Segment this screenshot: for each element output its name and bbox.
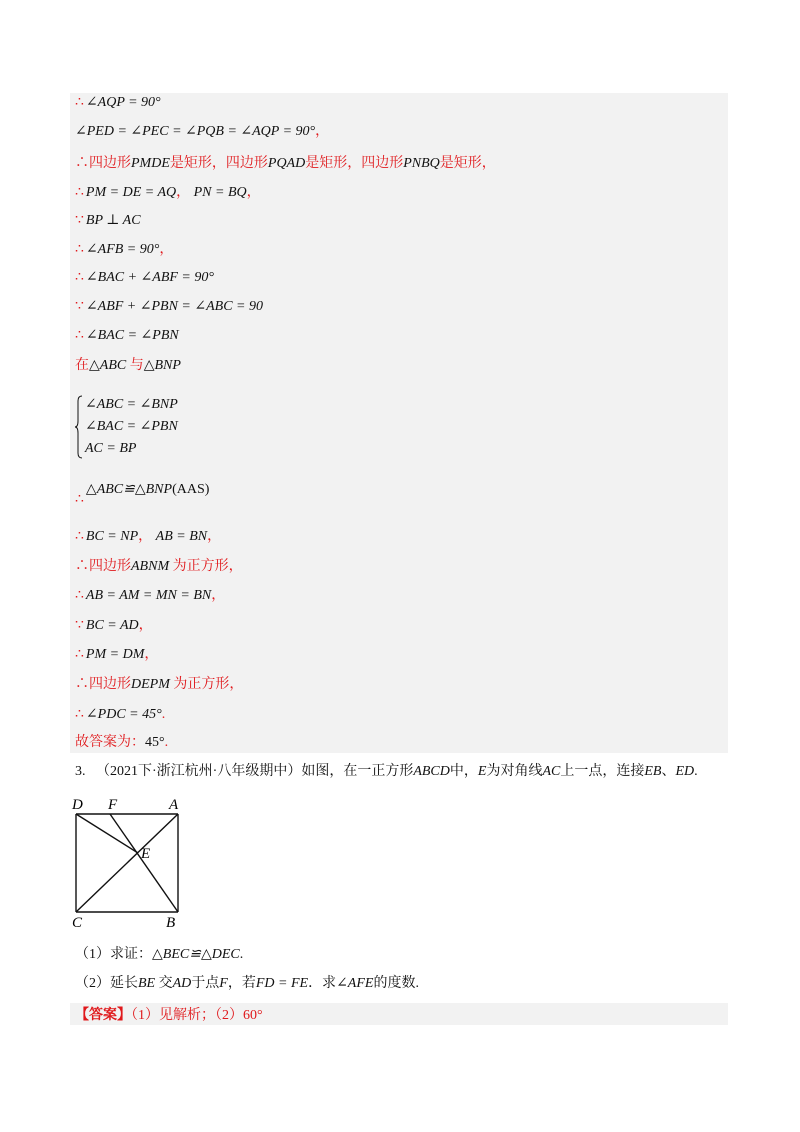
- label-b: B: [166, 915, 176, 931]
- solution-line-1: ∴ ∠AQP = 90°: [75, 95, 161, 110]
- diagonal-ac: [76, 814, 178, 912]
- solution-line-6: ∴ ∠AFB = 90°，: [75, 242, 174, 257]
- condition-3: AC = BP: [85, 441, 137, 456]
- label-c: C: [72, 915, 83, 931]
- solution-line-15: ∵ BC = AD，: [75, 618, 153, 633]
- segment-de: [76, 814, 138, 853]
- question-part-2: （2）延长BE 交AD于点F，若FD = FE．求∠AFE的度数.: [75, 976, 419, 991]
- brace-icon: [75, 395, 83, 459]
- answer-label: 【答案】: [75, 1008, 131, 1023]
- solution-line-13: ∴四边形ABNM 为正方形，: [75, 559, 243, 574]
- label-a: A: [169, 797, 179, 813]
- solution-line-7: ∴ ∠BAC + ∠ABF = 90°: [75, 270, 214, 285]
- solution-line-10: 在△ABC 与△BNP: [75, 358, 181, 373]
- label-d: D: [72, 797, 83, 813]
- square-figure: [68, 792, 188, 932]
- answer-line: [75, 1004, 263, 1024]
- solution-line-2: ∠PED = ∠PEC = ∠PQB = ∠AQP = 90°，: [75, 124, 330, 139]
- solution-line-5: ∵ BP ⊥ AC: [75, 213, 141, 228]
- solution-line-18: ∴ ∠PDC = 45°.: [75, 707, 166, 722]
- label-e: E: [141, 846, 151, 862]
- answer-panel: [70, 1003, 728, 1025]
- solution-line-14: ∴ AB = AM = MN = BN，: [75, 588, 226, 603]
- condition-2: ∠BAC = ∠PBN: [85, 419, 178, 434]
- solution-line-19: 故答案为：45°.: [75, 735, 169, 750]
- question-stem: 3. （2021下·浙江杭州·八年级期中）如图，在一正方形ABCD中，E为对角线AC上一点，连接EB、ED.: [75, 764, 698, 779]
- solution-line-9: ∴ ∠BAC = ∠PBN: [75, 328, 179, 343]
- answer-content: （1）见解析；（2）60°: [131, 1008, 263, 1023]
- solution-line-11: ∴△ABC≌△BNP(AAS): [75, 482, 210, 507]
- question-part-1: （1）求证：△BEC≌△DEC.: [75, 947, 244, 962]
- condition-1: ∠ABC = ∠BNP: [85, 397, 178, 412]
- segment-fb: [110, 814, 178, 912]
- solution-line-12: ∴ BC = NP， AB = BN，: [75, 529, 222, 544]
- congruence-conditions: [75, 395, 275, 459]
- solution-line-4: ∴ PM = DE = AQ， PN = BQ，: [75, 185, 261, 200]
- solution-line-16: ∴ PM = DM，: [75, 647, 159, 662]
- solution-line-3: ∴四边形PMDE是矩形，四边形PQAD是矩形，四边形PNBQ是矩形，: [75, 156, 496, 171]
- label-f: F: [108, 797, 118, 813]
- solution-line-8: ∵ ∠ABF + ∠PBN = ∠ABC = 90: [75, 299, 263, 314]
- solution-line-17: ∴四边形DEPM 为正方形，: [75, 677, 244, 692]
